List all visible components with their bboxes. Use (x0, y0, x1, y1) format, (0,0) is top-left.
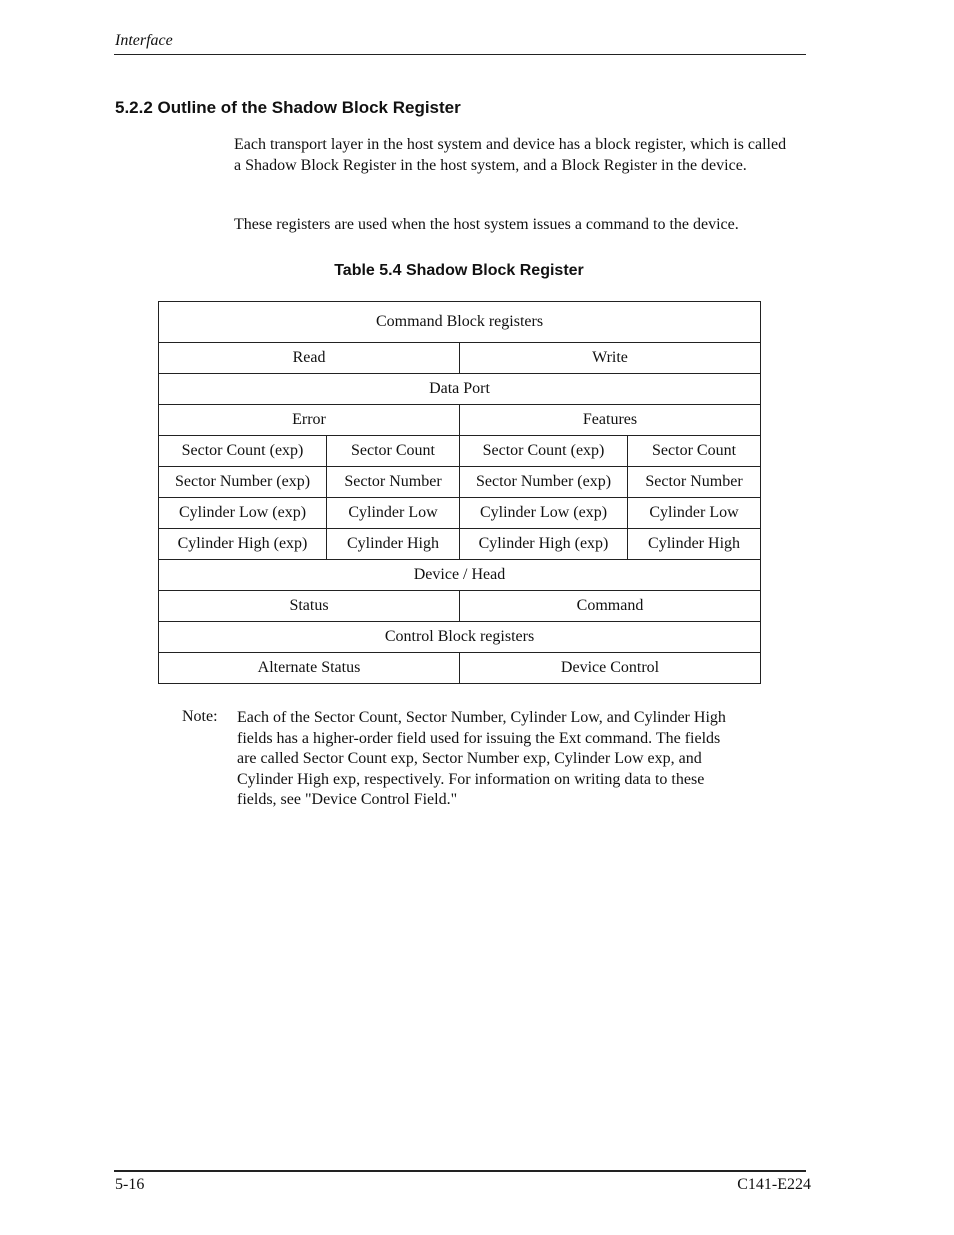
table-row (159, 560, 761, 591)
section-heading: 5.2.2 Outline of the Shadow Block Register (115, 98, 461, 117)
table-cell: Cylinder Low (exp) (460, 498, 628, 529)
table-row (159, 374, 761, 405)
table-cell: Cylinder Low (exp) (159, 498, 327, 529)
cell-read: Read (159, 343, 460, 374)
table-row (159, 529, 761, 560)
header-title: Interface (115, 32, 173, 49)
paragraph-1: Each transport layer in the host system and device has a block register, which is called a Shadow Block Register in the host system, and a Block Register in the device. (234, 136, 787, 174)
table-row (159, 591, 761, 622)
table-row (159, 467, 761, 498)
cell-error: Error (159, 405, 460, 436)
page-number: 5-16 (115, 1176, 145, 1193)
cell-command-block: Command Block registers (159, 302, 761, 343)
table-cell: Cylinder High (exp) (460, 529, 628, 560)
note-text: Each of the Sector Count, Sector Number, Cylinder Low, and Cylinder High fields has a higher-order field used for issuing the Ext command. The fields are called Sector Count exp, Sector Number exp, Cylinder Low exp, and Cylinder High exp, respectively. For information on writing data to these fields, see "Device Control Field." (237, 709, 726, 808)
cell-device-control: Device Control (460, 653, 761, 684)
table-cell: Cylinder High (327, 529, 460, 560)
cell-control-block: Control Block registers (159, 622, 761, 653)
table-row (159, 498, 761, 529)
cell-features: Features (460, 405, 761, 436)
table-row (159, 302, 761, 343)
cell-device-head: Device / Head (159, 560, 761, 591)
table-row (159, 653, 761, 684)
table-cell: Sector Count (exp) (159, 436, 327, 467)
table-cell: Sector Count (327, 436, 460, 467)
cell-command: Command (460, 591, 761, 622)
table-row (159, 343, 761, 374)
table-cell: Sector Number (exp) (159, 467, 327, 498)
cell-alternate-status: Alternate Status (159, 653, 460, 684)
table-cell: Cylinder Low (327, 498, 460, 529)
paragraph-2: These registers are used when the host system issues a command to the device. (234, 216, 739, 233)
table-cell: Cylinder High (exp) (159, 529, 327, 560)
cell-status: Status (159, 591, 460, 622)
header-rule (114, 54, 806, 55)
table-row (159, 405, 761, 436)
table-cell: Cylinder Low (628, 498, 761, 529)
footer-rule (114, 1170, 806, 1172)
cell-write: Write (460, 343, 761, 374)
note-label: Note: (182, 708, 218, 725)
cell-data-port: Data Port (159, 374, 761, 405)
table-row (159, 622, 761, 653)
table-cell: Sector Number (327, 467, 460, 498)
document-id: C141-E224 (737, 1176, 811, 1193)
table-caption: Table 5.4 Shadow Block Register (334, 262, 584, 279)
table-cell: Sector Count (628, 436, 761, 467)
table-cell: Sector Count (exp) (460, 436, 628, 467)
table-row (159, 436, 761, 467)
shadow-block-register-table (158, 301, 761, 684)
table-cell: Sector Number (628, 467, 761, 498)
table-cell: Sector Number (exp) (460, 467, 628, 498)
table-cell: Cylinder High (628, 529, 761, 560)
